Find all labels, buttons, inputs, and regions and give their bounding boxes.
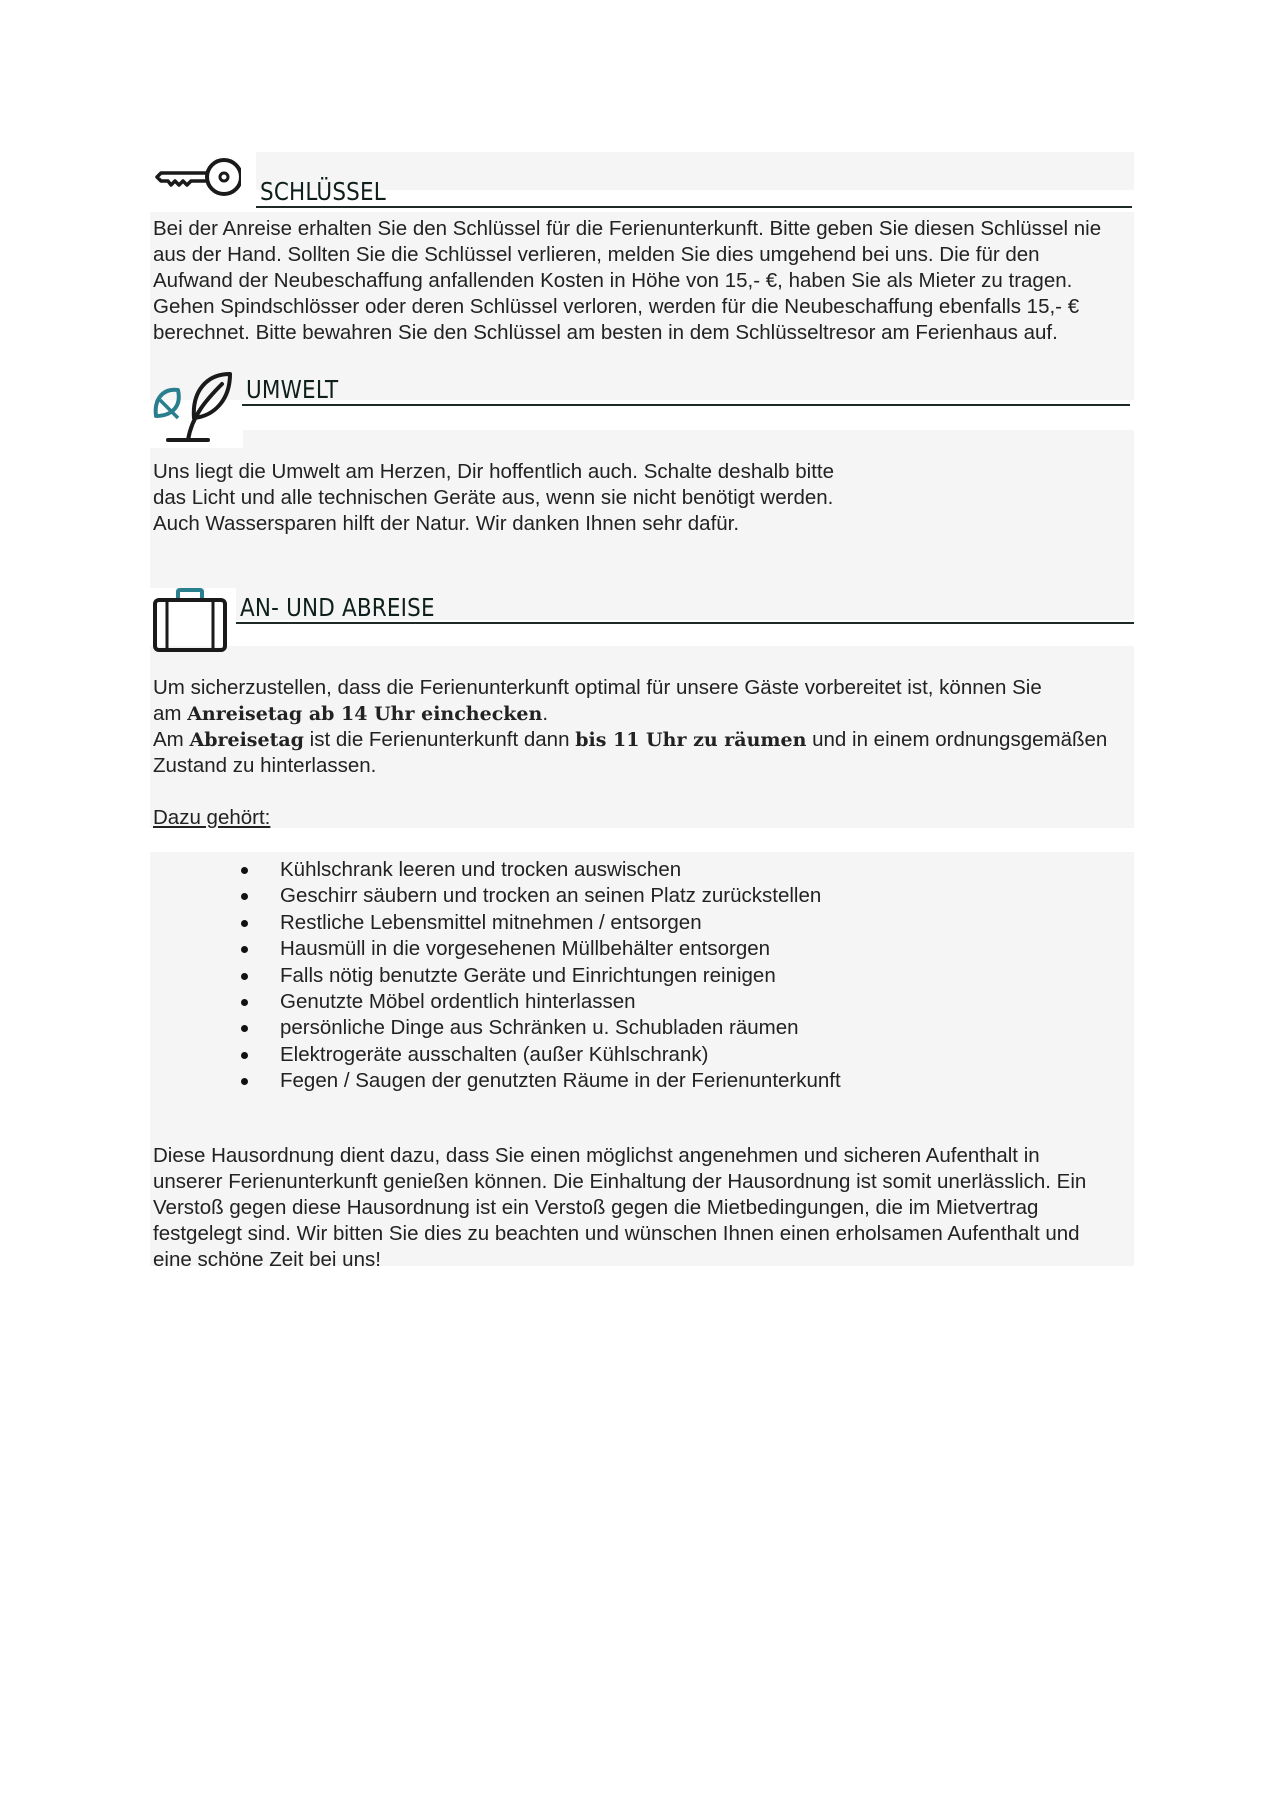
checklist-label: Dazu gehört: bbox=[153, 806, 271, 829]
keys-paragraph bbox=[153, 216, 1101, 346]
arrival-text: ist die Ferienunterkunft dann bbox=[303, 728, 576, 751]
closing-line: festgelegt sind. Wir bitten Sie dies zu beachten und wünschen Ihnen einen erholsamen Aufenthalt und bbox=[153, 1222, 1080, 1245]
arrival-line-3 bbox=[153, 727, 1107, 753]
list-item: Geschirr säubern und trocken an seinen Platz zurückstellen bbox=[238, 883, 841, 909]
closing-line: eine schöne Zeit bei uns! bbox=[153, 1248, 381, 1271]
closing-line: Verstoß gegen diese Hausordnung ist ein Verstoß gegen die Mietbedingungen, die im Mietvertrag bbox=[153, 1196, 1039, 1219]
arrival-checkin-time: Anreisetag ab 14 Uhr einchecken bbox=[187, 703, 543, 725]
arrival-text: am bbox=[153, 702, 188, 725]
leaf-plant-icon bbox=[152, 370, 234, 449]
keys-heading bbox=[152, 148, 1132, 208]
arrival-text: . bbox=[542, 702, 549, 725]
suitcase-icon bbox=[152, 588, 228, 659]
umwelt-heading-title bbox=[242, 366, 1130, 406]
arrival-line-2 bbox=[153, 701, 1107, 727]
closing-paragraph bbox=[153, 1143, 1086, 1273]
arrival-text: und in einem ordnungsgemäßen bbox=[806, 728, 1108, 751]
arrival-line-4: Zustand zu hinterlassen. bbox=[153, 754, 377, 777]
umwelt-line: Uns liegt die Umwelt am Herzen, Dir hoffentlich auch. Schalte deshalb bitte bbox=[153, 460, 835, 483]
list-item: Kühlschrank leeren und trocken auswischen bbox=[238, 857, 841, 883]
umwelt-title-text: UMWELT bbox=[246, 375, 339, 404]
arrival-line-1: Um sicherzustellen, dass die Ferienunterkunft optimal für unsere Gäste vorbereitet ist, können Sie bbox=[153, 676, 1042, 699]
arrival-heading-title bbox=[236, 584, 1134, 624]
checkout-checklist bbox=[238, 857, 841, 1095]
umwelt-line: Auch Wassersparen hilft der Natur. Wir danken Ihnen sehr dafür. bbox=[153, 512, 740, 535]
keys-line: Gehen Spindschlösser oder deren Schlüssel verloren, werden für die Neubeschaffung ebenfalls 15,- € bbox=[153, 295, 1080, 318]
list-item: Hausmüll in die vorgesehenen Müllbehälter entsorgen bbox=[238, 936, 841, 962]
spacer bbox=[153, 779, 1107, 805]
keys-line: Aufwand der Neubeschaffung anfallenden Kosten in Höhe von 15,- €, haben Sie als Mieter zu tragen. bbox=[153, 269, 1073, 292]
key-icon bbox=[155, 154, 241, 205]
keys-line: berechnet. Bitte bewahren Sie den Schlüssel am besten in dem Schlüsseltresor am Ferienhaus auf. bbox=[153, 321, 1058, 344]
arrival-title-text: AN- UND ABREISE bbox=[240, 593, 435, 622]
list-item: persönliche Dinge aus Schränken u. Schubladen räumen bbox=[238, 1015, 841, 1041]
list-item: Genutzte Möbel ordentlich hinterlassen bbox=[238, 989, 841, 1015]
umwelt-paragraph bbox=[153, 459, 834, 537]
arrival-paragraph bbox=[153, 675, 1107, 831]
closing-line: Diese Hausordnung dient dazu, dass Sie einen möglichst angenehmen und sicheren Aufenthalt in bbox=[153, 1144, 1040, 1167]
keys-line: Bei der Anreise erhalten Sie den Schlüssel für die Ferienunterkunft. Bitte geben Sie diesen Schlüssel nie bbox=[153, 217, 1102, 240]
keys-line: aus der Hand. Sollten Sie die Schlüssel verlieren, melden Sie dies umgehend bei uns. Die für den bbox=[153, 243, 1040, 266]
umwelt-heading bbox=[150, 366, 1130, 444]
keys-heading-title bbox=[256, 168, 1132, 208]
umwelt-line: das Licht und alle technischen Geräte aus, wenn sie nicht benötigt werden. bbox=[153, 486, 834, 509]
list-item: Restliche Lebensmittel mitnehmen / entsorgen bbox=[238, 910, 841, 936]
arrival-heading bbox=[150, 586, 1134, 656]
list-item: Fegen / Saugen der genutzten Räume in der Ferienunterkunft bbox=[238, 1068, 841, 1094]
keys-title-text: SCHLÜSSEL bbox=[260, 177, 386, 206]
checkout-time: bis 11 Uhr zu räumen bbox=[575, 729, 807, 751]
closing-line: unserer Ferienunterkunft genießen können. Die Einhaltung der Hausordnung ist somit unerlässlich. Ein bbox=[153, 1170, 1087, 1193]
arrival-text: Am bbox=[153, 728, 190, 751]
list-item: Elektrogeräte ausschalten (außer Kühlschrank) bbox=[238, 1042, 841, 1068]
departure-day: Abreisetag bbox=[189, 729, 304, 751]
list-item: Falls nötig benutzte Geräte und Einrichtungen reinigen bbox=[238, 963, 841, 989]
